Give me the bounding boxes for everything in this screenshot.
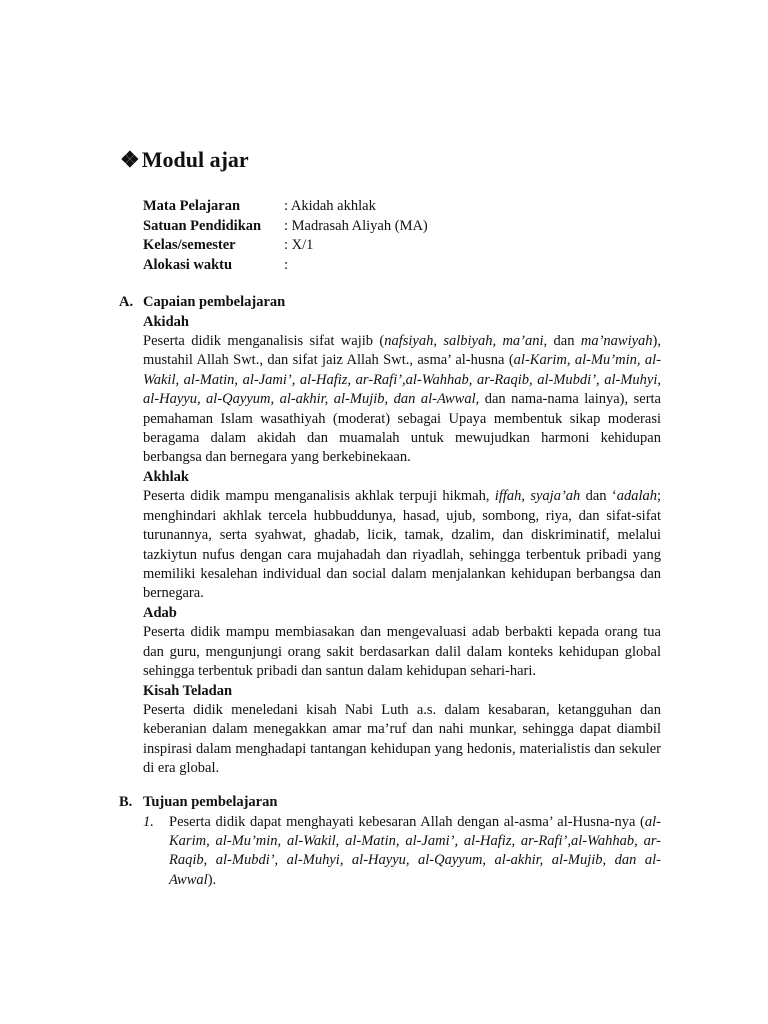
section-letter: B. xyxy=(119,794,133,810)
diamond-bullet-icon: ❖ xyxy=(120,147,140,172)
section-body xyxy=(143,313,661,779)
subheading-akidah: Akidah xyxy=(143,313,189,330)
section-heading xyxy=(119,293,661,313)
subheading-akhlak: Akhlak xyxy=(143,468,189,485)
info-row-school xyxy=(143,217,428,237)
subheading-adab: Adab xyxy=(143,604,177,621)
info-value: : X/1 xyxy=(284,237,314,253)
info-value: : xyxy=(284,256,289,273)
section-heading xyxy=(119,793,661,813)
section-title: Capaian pembelajaran xyxy=(143,294,286,310)
info-value: : Madrasah Aliyah (MA) xyxy=(284,217,428,234)
page-title-text: Modul ajar xyxy=(141,147,249,172)
info-row-class xyxy=(143,236,428,256)
list-number: 1. xyxy=(143,813,154,830)
section-tujuan xyxy=(119,793,661,890)
list-item-text: Peserta didik dapat menghayati kebesaran Allah dengan al-asma’ al-Husna-nya (al-Karim, al-Mu’min, al-Wakil, al-Matin, al-Jami’, al-Hafiz, ar-Rafi’,al-Wahhab, ar-Raqib, al-Mubdi’, al-Muhyi, al-Hayyu, al-Qayyum, al-akhir, al-Mujib, dan al-Awwal). xyxy=(169,813,661,888)
info-row-subject xyxy=(143,197,428,217)
section-letter: A. xyxy=(119,294,134,310)
info-value: : Akidah akhlak xyxy=(284,198,376,214)
info-label: Satuan Pendidikan xyxy=(143,217,262,234)
info-label: Alokasi waktu xyxy=(143,256,233,273)
section-capaian xyxy=(119,293,661,779)
paragraph-akidah: Peserta didik menganalisis sifat wajib (nafsiyah, salbiyah, ma’ani, dan ma’nawiyah), mustahil Allah Swt., dan sifat jaiz Allah Swt., asma’ al-husna (al-Karim, al-Mu’min, al-Wakil, al-Matin, al-Jami’, al-Hafiz, ar-Rafi’,al-Wahhab, ar-Raqib, al-Mubdi’, al-Muhyi, al-Hayyu, al-Qayyum, al-akhir, al-Mujib, dan al-Awwal, dan nama-nama lainya), serta pemahaman Islam wasathiyah (moderat) sebagai Upaya membentuk sikap moderasi beragama dalam akidah dan muamalah untuk mewujudkan harmoni kehidupan berbangsa dan bernegara yang berkebinekaan. xyxy=(143,333,662,466)
paragraph-adab: Peserta didik mampu membiasakan dan mengevaluasi adab berbakti kepada orang tua dan guru, mengunjungi orang sakit berdasarkan dalil dalam konteks kehidupan global sehingga terbentuk pribadi dan santun dalam kehidupan sehari-hari. xyxy=(143,624,661,680)
info-label: Kelas/semester xyxy=(143,237,236,253)
info-row-time xyxy=(143,256,428,276)
subheading-kisah-teladan: Kisah Teladan xyxy=(143,682,233,699)
list-item xyxy=(143,813,661,891)
paragraph-akhlak: Peserta didik mampu menganalisis akhlak terpuji hikmah, iffah, syaja’ah dan ‘adalah; menghindari akhlak tercela hubbuddunya, hasad, ujub, sombong, riya, dan sifat-sifat turunannya, serta syahwat, ghadab, licik, tamak, dzalim, dan diskriminatif, melalui tazkiytun nufus dengan cara mujahadah dan riyadlah, sehingga terbentuk pribadi yang memiliki kesalehan individual dan social dalam menjalankan kehidupan berbangsa dan bernegara. xyxy=(143,488,662,602)
module-info xyxy=(143,197,428,275)
info-label: Mata Pelajaran xyxy=(143,198,241,214)
page-title xyxy=(120,144,249,176)
objective-list xyxy=(143,813,661,891)
paragraph-kisah-teladan: Peserta didik meneledani kisah Nabi Luth a.s. dalam kesabaran, ketangguhan dan keberanian dalam menegakkan amar ma’ruf dan nahi munkar, sehingga dapat diambil inspirasi dalam menghadapi tantangan kehidupan yang hedonis, materialistis dan sekuler di era global. xyxy=(143,702,661,777)
section-title: Tujuan pembelajaran xyxy=(143,794,278,810)
